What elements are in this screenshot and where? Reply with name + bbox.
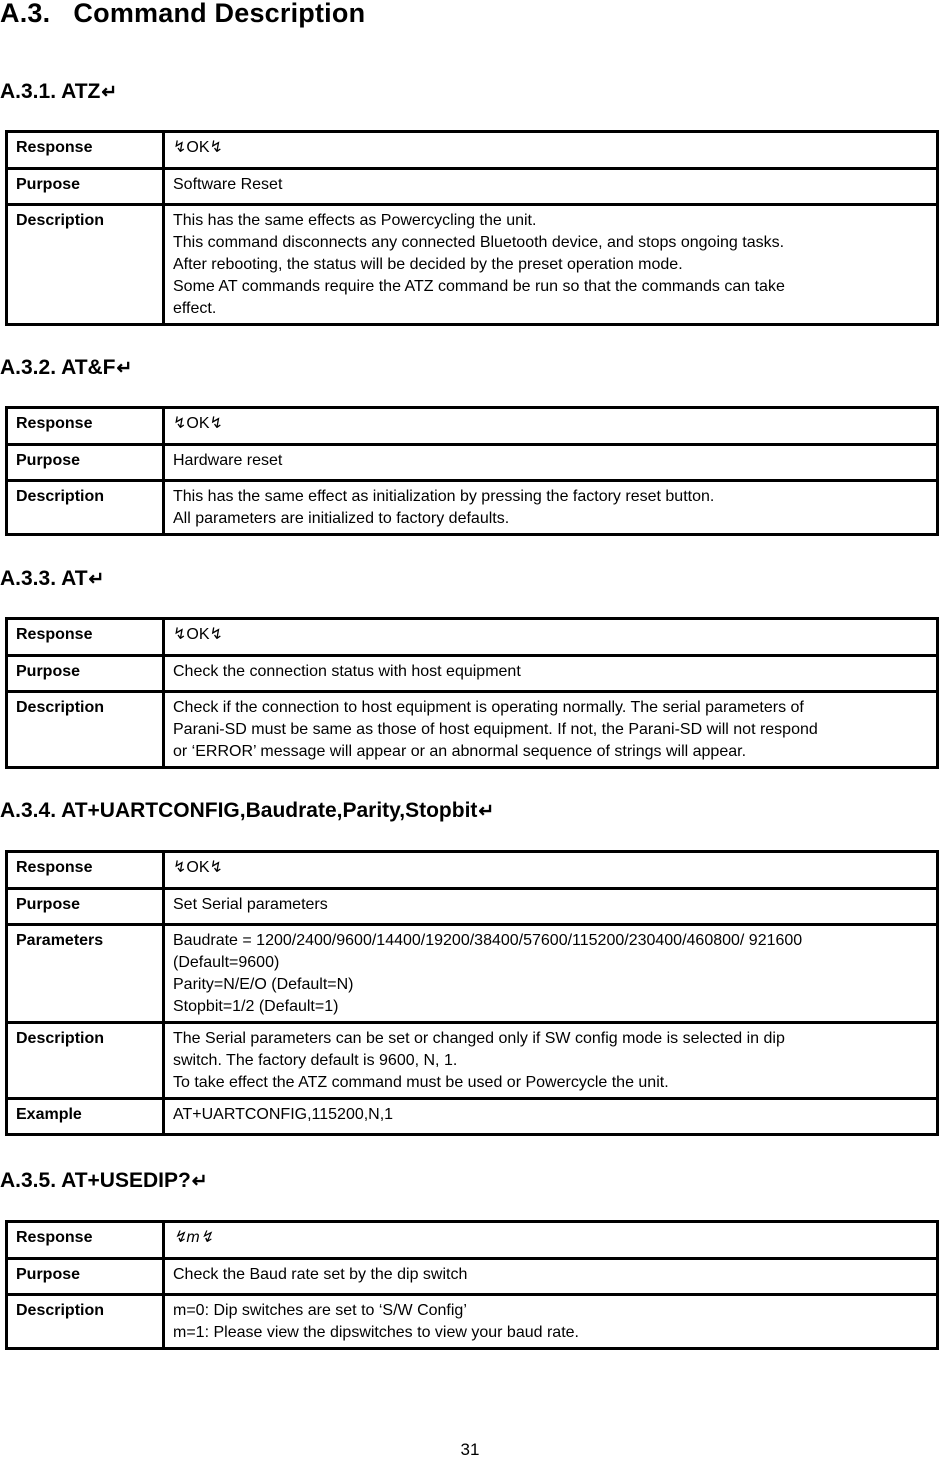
section-title: A.3.2. AT&F↵ — [0, 353, 940, 383]
section-uartconfig — [0, 796, 940, 826]
description-value: This has the same effects as Powercycling the unit. This command disconnects any connected Bluetooth device, and stops ongoing tasks. After rebooting, the status will be decided by the preset operation mode. Some AT commands require the ATZ command be run so that the commands can take effect. — [164, 205, 938, 325]
table-row — [7, 445, 938, 481]
return-icon: ↵ — [478, 801, 495, 822]
section-at — [0, 564, 940, 594]
response-value: ↯m↯ — [164, 1222, 938, 1259]
row-label: Purpose — [7, 889, 164, 925]
row-label: Description — [7, 692, 164, 768]
return-icon: ↵ — [88, 569, 105, 590]
table-row — [7, 408, 938, 445]
return-icon: ↵ — [191, 1171, 208, 1192]
table-row — [7, 1099, 938, 1135]
table-row — [7, 656, 938, 692]
purpose-value: Software Reset — [164, 169, 938, 205]
command-table-usedip — [5, 1220, 939, 1350]
return-icon: ↵ — [101, 82, 118, 103]
section-atz — [0, 77, 940, 107]
description-value: Check if the connection to host equipment is operating normally. The serial parameters of Parani-SD must be same as those of host equipment. If not, the Parani-SD will not respond or ‘ERROR’ message will appear or an abnormal sequence of strings will appear. — [164, 692, 938, 768]
section-title: A.3.4. AT+UARTCONFIG,Baudrate,Parity,Stopbit↵ — [0, 796, 940, 826]
row-label: Purpose — [7, 169, 164, 205]
purpose-value: Set Serial parameters — [164, 889, 938, 925]
table-row — [7, 692, 938, 768]
row-label: Response — [7, 1222, 164, 1259]
row-label: Response — [7, 619, 164, 656]
description-value: This has the same effect as initialization by pressing the factory reset button. All parameters are initialized to factory defaults. — [164, 481, 938, 535]
purpose-value: Check the Baud rate set by the dip switch — [164, 1259, 938, 1295]
row-label: Description — [7, 1023, 164, 1099]
row-label: Purpose — [7, 445, 164, 481]
response-value: ↯OK↯ — [164, 619, 938, 656]
section-title: A.3.1. ATZ↵ — [0, 77, 940, 107]
row-label: Response — [7, 408, 164, 445]
row-label: Description — [7, 205, 164, 325]
purpose-value: Hardware reset — [164, 445, 938, 481]
section-at-f — [0, 353, 940, 383]
page-number: 31 — [460, 1440, 480, 1459]
row-label: Example — [7, 1099, 164, 1135]
table-row — [7, 205, 938, 325]
table-row — [7, 1295, 938, 1349]
section-title: A.3.3. AT↵ — [0, 564, 940, 594]
table-row — [7, 132, 938, 169]
example-value: AT+UARTCONFIG,115200,N,1 — [164, 1099, 938, 1135]
table-row — [7, 1259, 938, 1295]
table-row — [7, 619, 938, 656]
table-row — [7, 1222, 938, 1259]
parameters-value: Baudrate = 1200/2400/9600/14400/19200/38400/57600/115200/230400/460800/ 921600 (Default=9600) Parity=N/E/O (Default=N) Stopbit=1/2 (Default=1) — [164, 925, 938, 1023]
row-label: Parameters — [7, 925, 164, 1023]
section-title: A.3.5. AT+USEDIP?↵ — [0, 1166, 940, 1196]
command-table-uartconfig — [5, 850, 939, 1136]
table-row — [7, 169, 938, 205]
row-label: Response — [7, 852, 164, 889]
page-title: A.3. Command Description — [0, 0, 366, 28]
table-row — [7, 1023, 938, 1099]
command-table-at-f — [5, 406, 939, 536]
purpose-value: Check the connection status with host equipment — [164, 656, 938, 692]
row-label: Purpose — [7, 656, 164, 692]
response-value: ↯OK↯ — [164, 852, 938, 889]
table-row — [7, 852, 938, 889]
table-row — [7, 481, 938, 535]
section-usedip — [0, 1166, 940, 1196]
row-label: Purpose — [7, 1259, 164, 1295]
response-value: ↯OK↯ — [164, 408, 938, 445]
response-value: ↯OK↯ — [164, 132, 938, 169]
row-label: Description — [7, 481, 164, 535]
description-value: m=0: Dip switches are set to ‘S/W Config’ m=1: Please view the dipswitches to view your baud rate. — [164, 1295, 938, 1349]
return-icon: ↵ — [116, 358, 133, 379]
command-table-atz — [5, 130, 939, 326]
description-value: The Serial parameters can be set or changed only if SW config mode is selected in dip switch. The factory default is 9600, N, 1. To take effect the ATZ command must be used or Powercycle the unit. — [164, 1023, 938, 1099]
command-table-at — [5, 617, 939, 769]
row-label: Description — [7, 1295, 164, 1349]
row-label: Response — [7, 132, 164, 169]
table-row — [7, 925, 938, 1023]
table-row — [7, 889, 938, 925]
